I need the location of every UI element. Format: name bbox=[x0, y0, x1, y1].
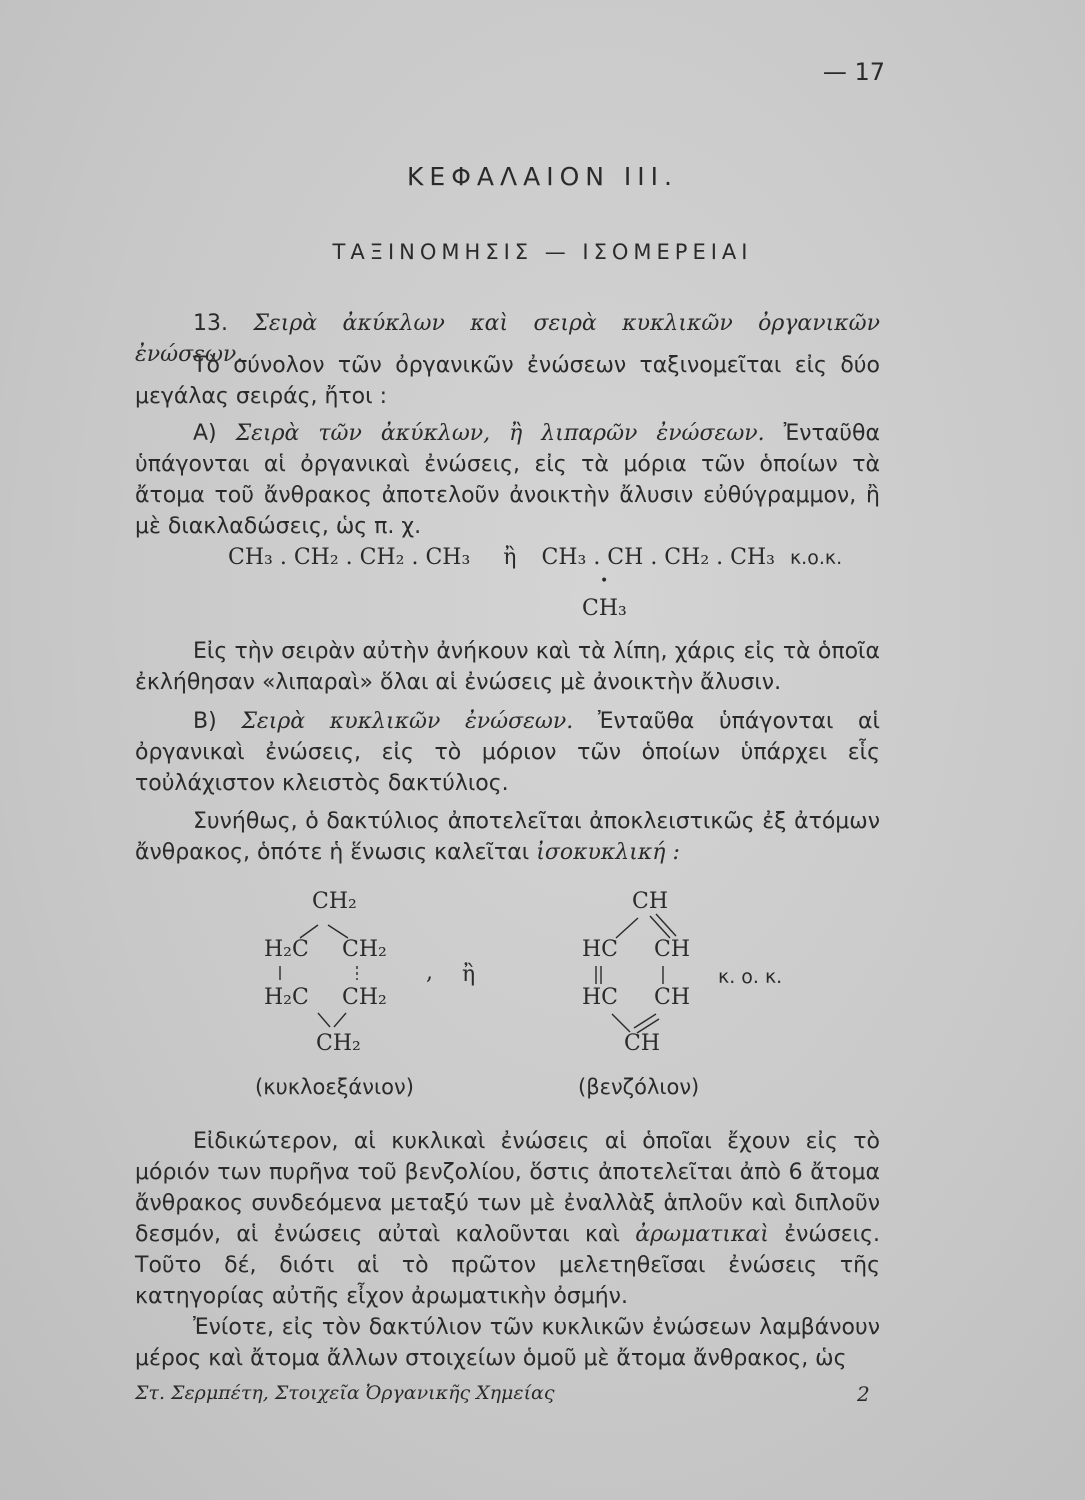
page-number: — 17 bbox=[822, 58, 885, 86]
cyclohexane-caption: (κυκλοεξάνιον) bbox=[255, 1075, 414, 1099]
bond-line bbox=[616, 918, 638, 938]
structure-etc: κ. ο. κ. bbox=[718, 966, 783, 988]
benzene-left-up: HC bbox=[582, 937, 619, 962]
paragraph-6 bbox=[135, 1126, 880, 1312]
benzene-bottom: CH bbox=[624, 1031, 661, 1056]
benzene-right-down: CH bbox=[654, 985, 691, 1010]
heading-number: 13. bbox=[193, 311, 254, 336]
paragraph-3: Εἰς τὴν σειρὰν αὐτὴν ἀνήκουν καὶ τὰ λίπη, χάρις εἰς τὰ ὁποῖα ἐκλήθησαν «λιπαραὶ» ὅλαι αἱ ἐνώσεις μὲ ἀνοικτὴν ἄλυσιν. bbox=[135, 639, 880, 695]
paragraph-1: Τὸ σύνολον τῶν ὀργανικῶν ἐνώσεων ταξινομεῖται εἰς δύο μεγάλας σειράς, ἤτοι : bbox=[135, 353, 880, 409]
bond-line bbox=[612, 1014, 630, 1032]
benzene-structure bbox=[570, 880, 720, 1060]
benzene-top: CH bbox=[632, 889, 669, 914]
p5-text: Συνήθως, ὁ δακτύλιος ἀποτελεῖται ἀποκλειστικῶς ἐξ ἀτόμων ἄνθρακος, ὁπότε ἡ ἕνωσις καλεῖται bbox=[135, 809, 880, 865]
acyclic-text: Ἐνταῦθα ὑπάγονται αἱ ὀργανικαὶ ἐνώσεις, εἰς τὰ μόρια τῶν ὁποίων τὰ ἄτομα τοῦ ἄνθρακος ἀποτελοῦν ἀνοικτὴν ἄλυσιν εὐθύγραμμον, ἢ μὲ διακλαδώσεις, ὡς π. χ. bbox=[135, 421, 880, 539]
p6-text-after: ἐνώσεις. Τοῦτο δέ, διότι αἱ τὸ πρῶτον μελετηθεῖσαι ἐνώσεις τῆς κατηγορίας αὐτῆς εἶχον ἀρωματικὴν ὀσμήν. bbox=[135, 1222, 880, 1309]
section-title: ΤΑΞΙΝΟΜΗΣΙΣ — ΙΣΟΜΕΡΕΙΑΙ bbox=[332, 240, 753, 264]
formula-branched: CH₃ . CH . CH₂ . CH₃ bbox=[541, 545, 775, 570]
footer-signature-mark: 2 bbox=[857, 1382, 870, 1406]
formula-line bbox=[228, 545, 842, 570]
paragraph-5 bbox=[135, 806, 880, 868]
acyclic-title: Σειρὰ τῶν ἀκύκλων, ἢ λιπαρῶν ἐνώσεων. bbox=[235, 421, 765, 446]
cyclohexane-right-down: CH₂ bbox=[342, 985, 387, 1010]
formula-chain: CH₃ . CH₂ . CH₂ . CH₃ bbox=[228, 545, 471, 570]
footer-book-title: Στ. Σερμπέτη, Στοιχεῖα Ὀργανικῆς Χημείας bbox=[135, 1382, 555, 1404]
cyclohexane-top: CH₂ bbox=[312, 889, 357, 914]
cyclohexane-structure bbox=[250, 880, 450, 1060]
structure-or: ἢ bbox=[462, 962, 476, 987]
formula-branch: CH₃ bbox=[582, 596, 627, 621]
paragraph-7: Ἐνίοτε, εἰς τὸν δακτύλιον τῶν κυκλικῶν ἐνώσεων λαμβάνουν μέρος καὶ ἄτομα ἄλλων στοιχείων ὁμοῦ μὲ ἄτομα ἄνθρακος, ὡς bbox=[135, 1315, 880, 1371]
bond-line bbox=[318, 1013, 330, 1027]
bond-line bbox=[334, 1013, 346, 1027]
label-a: Α) bbox=[193, 421, 236, 446]
benzene-caption: (βενζόλιον) bbox=[578, 1075, 700, 1099]
structure-comma: , bbox=[426, 960, 433, 985]
heading-title: Σειρὰ ἀκύκλων καὶ σειρὰ κυκλικῶν ὀργανικῶν ἐνώσεων. bbox=[135, 311, 880, 367]
formula-etc: κ.ο.κ. bbox=[789, 547, 843, 569]
cyclohexane-left-down: H₂C bbox=[264, 985, 309, 1010]
cyclohexane-bottom: CH₂ bbox=[316, 1031, 361, 1056]
cyclohexane-left-up: H₂C bbox=[264, 937, 309, 962]
p6-text-before: Εἰδικώτερον, αἱ κυκλικαὶ ἐνώσεις αἱ ὁποῖαι ἔχουν εἰς τὸ μόριόν των πυρῆνα τοῦ βενζολίου, ὅστις ἀποτελεῖται ἀπὸ 6 ἄτομα ἄνθρακος συνδεόμενα μεταξύ των μὲ ἐναλλὰξ ἁπλοῦν καὶ διπλοῦν δεσμόν, αἱ ἐνώσεις αὐταὶ καλοῦνται καὶ bbox=[135, 1129, 880, 1247]
branch-bond: • bbox=[600, 573, 609, 589]
formula-or: ἢ bbox=[503, 545, 517, 570]
benzene-left-down: HC bbox=[582, 985, 619, 1010]
cyclohexane-right-up: CH₂ bbox=[342, 937, 387, 962]
aromatic-term: ἀρωματικαὶ bbox=[635, 1222, 769, 1247]
chapter-title: ΚΕΦΑΛΑΙΟΝ III. bbox=[407, 162, 678, 191]
cyclic-title: Σειρὰ κυκλικῶν ἐνώσεων. bbox=[241, 709, 574, 734]
isocyclic-term: ἰσοκυκλική : bbox=[536, 840, 680, 865]
bond-line bbox=[634, 1014, 656, 1028]
paragraph-cyclic bbox=[135, 706, 880, 799]
cyclic-text: Ἐνταῦθα ὑπάγονται αἱ ὀργανικαὶ ἐνώσεις, εἰς τὸ μόριον τῶν ὁποίων ὑπάρχει εἷς τοὐλάχιστον κλειστὸς δακτύλιος. bbox=[135, 709, 880, 796]
paragraph-acyclic bbox=[135, 418, 880, 542]
benzene-right-up: CH bbox=[654, 937, 691, 962]
label-b: Β) bbox=[193, 709, 242, 734]
